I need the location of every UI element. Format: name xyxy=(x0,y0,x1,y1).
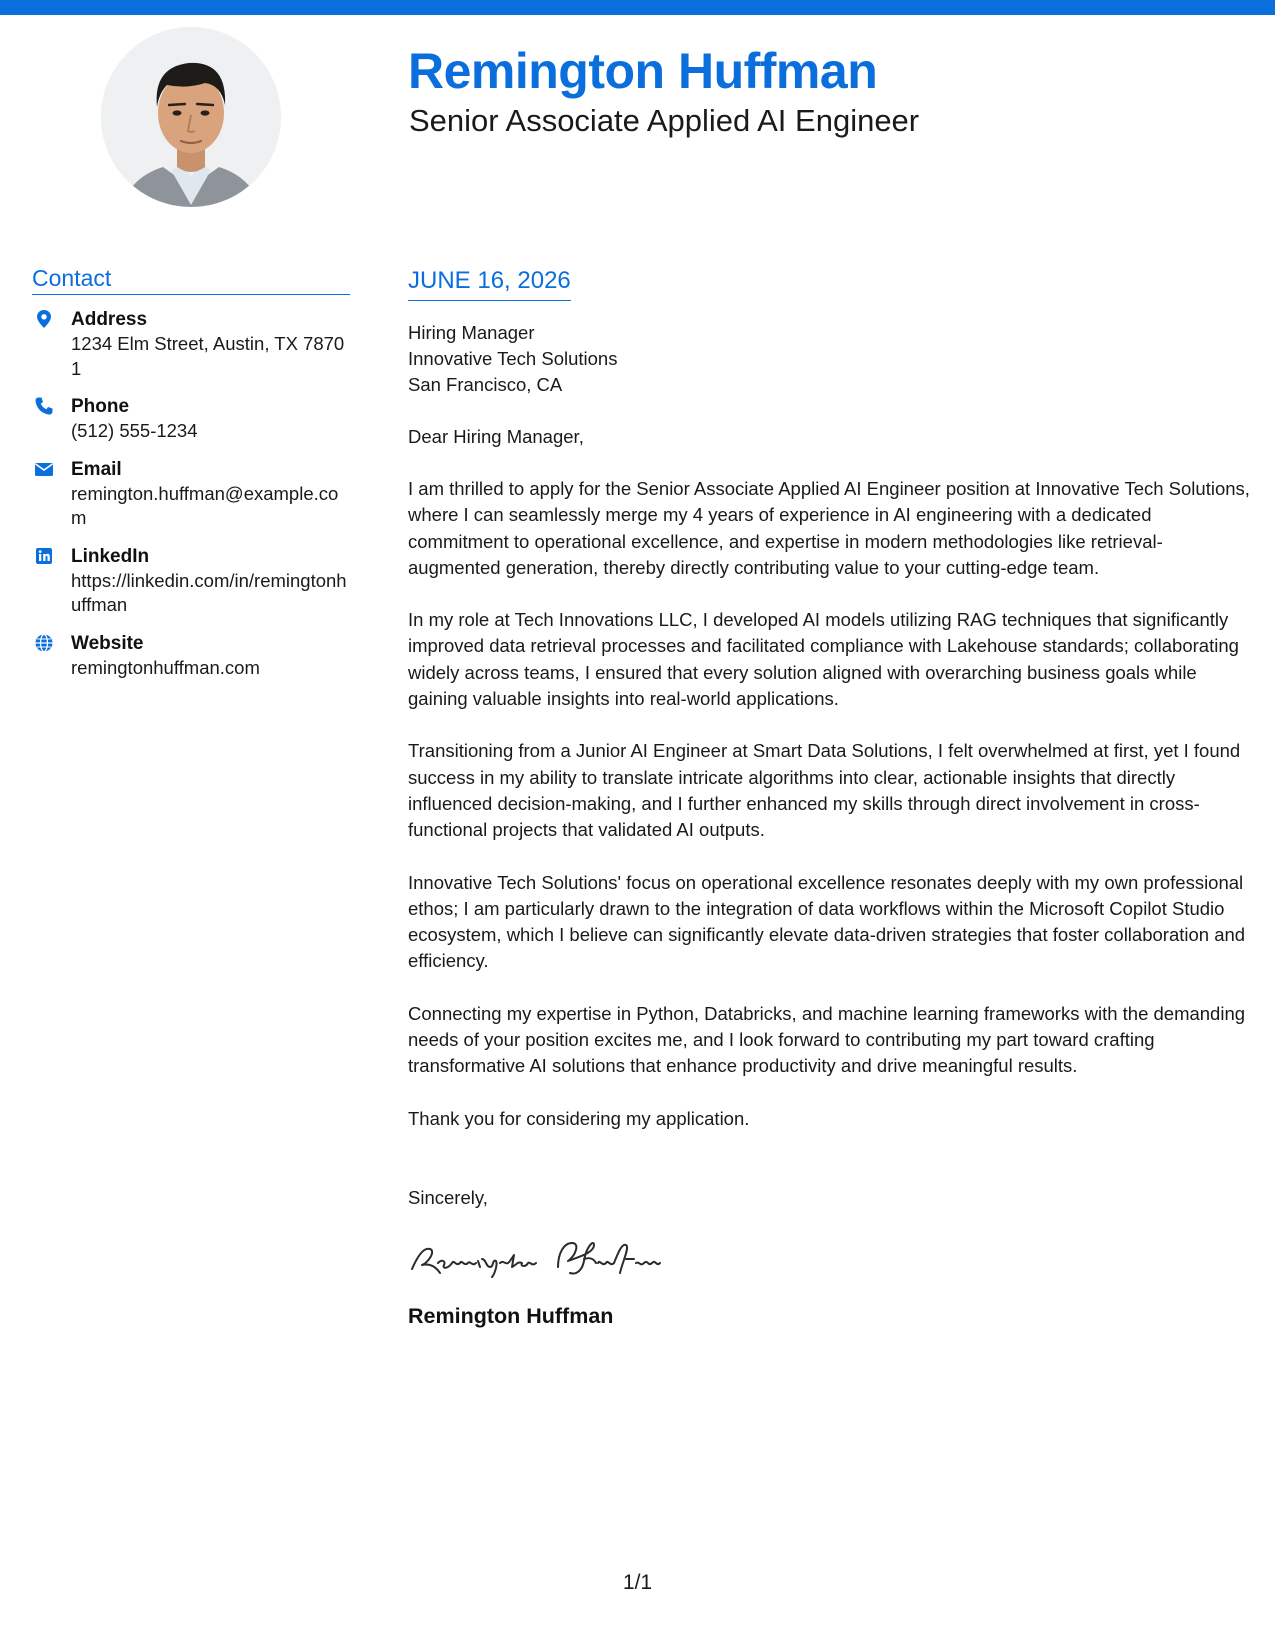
recipient-block xyxy=(408,320,1250,398)
email-icon xyxy=(34,459,54,479)
letter-body xyxy=(408,267,1250,1329)
contact-item-address xyxy=(32,308,350,381)
contact-item-linkedin xyxy=(32,545,350,618)
handwritten-signature xyxy=(408,1233,1250,1283)
contact-label: Address xyxy=(71,309,148,330)
contact-label: Email xyxy=(71,458,122,480)
contact-sidebar xyxy=(32,265,350,694)
page-number: 1/1 xyxy=(622,1571,653,1594)
website-value[interactable]: remingtonhuffman.com xyxy=(71,656,260,678)
letter-paragraph: Innovative Tech Solutions' focus on operational excellence resonates deeply with my own professional ethos; I am particularly drawn to the integration of data workflows within the Microsoft Copilot Studio ecosystem, which I believe can significantly elevate data-driven strategies that foster collaboration and efficiency. xyxy=(408,871,1246,972)
letter-paragraph: Transitioning from a Junior AI Engineer at Smart Data Solutions, I felt overwhelmed at first, yet I found success in my ability to translate intricate algorithms into clear, actionable insights that directly influenced decision-making, and I further enhanced my skills through direct involvement in cross-functional projects that validated AI outputs. xyxy=(408,740,1241,841)
letter-paragraph: Connecting my expertise in Python, Databricks, and machine learning frameworks with the demanding needs of your position excites me, and I look forward to contributing my part toward crafting transformative AI solutions that enhance productivity and drive meaningful results. xyxy=(408,1002,1246,1077)
recipient-line: Innovative Tech Solutions xyxy=(408,348,618,369)
top-accent-bar xyxy=(0,0,1275,15)
linkedin-value[interactable]: https://linkedin.com/in/remingtonhuffman xyxy=(71,569,347,615)
letter-paragraph: In my role at Tech Innovations LLC, I developed AI models utilizing RAG techniques that significantly improved data retrieval processes and facilitated compliance with Lakehouse standards; collaborating widely across teams, I ensured that every solution aligned with overarching business goals while gaining valuable insights into real-world applications. xyxy=(408,609,1239,710)
globe-icon xyxy=(34,633,54,653)
signer-name: Remington Huffman xyxy=(408,1303,614,1328)
phone-value[interactable]: (512) 555-1234 xyxy=(71,420,198,441)
contact-item-phone xyxy=(32,395,350,444)
email-value[interactable]: remington.huffman@example.com xyxy=(71,482,339,528)
candidate-name: Remington Huffman xyxy=(408,43,878,99)
letter-paragraph: I am thrilled to apply for the Senior Associate Applied AI Engineer position at Innovative Tech Solutions, where I can seamlessly merge my 4 years of experience in AI engineering with a dedicated commitment to operational excellence, and expertise in modern methodologies like retrieval-augmented generation, thereby directly contributing value to your cutting-edge team. xyxy=(408,478,1250,578)
letter-date: JUNE 16, 2026 xyxy=(408,267,571,301)
phone-icon xyxy=(34,396,54,416)
recipient-line: Hiring Manager xyxy=(408,322,535,343)
job-title: Senior Associate Applied AI Engineer xyxy=(409,103,920,138)
linkedin-icon xyxy=(34,546,54,566)
letter-paragraph: Thank you for considering my application. xyxy=(408,1107,750,1129)
contact-item-email xyxy=(32,458,350,531)
address-value: 1234 Elm Street, Austin, TX 78701 xyxy=(71,333,345,379)
contact-label: Phone xyxy=(71,396,130,417)
contact-label: LinkedIn xyxy=(71,545,150,567)
contact-heading: Contact xyxy=(32,265,350,295)
closing: Sincerely, xyxy=(408,1186,488,1208)
avatar xyxy=(101,27,281,207)
contact-item-website xyxy=(32,632,350,681)
salutation: Dear Hiring Manager, xyxy=(408,426,584,447)
map-pin-icon xyxy=(34,309,54,329)
contact-label: Website xyxy=(71,632,144,654)
recipient-line: San Francisco, CA xyxy=(408,374,563,395)
